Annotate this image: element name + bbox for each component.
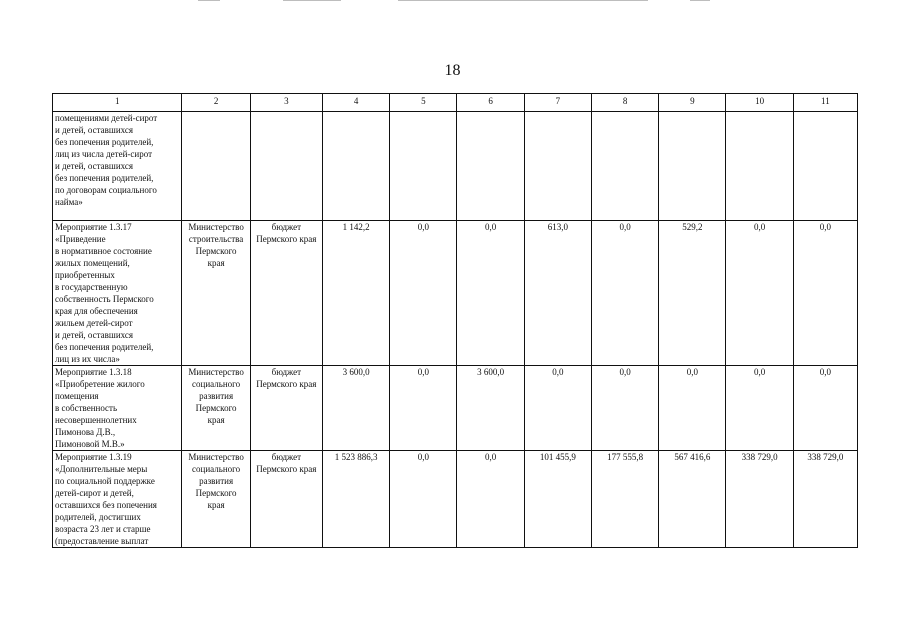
amount-cell	[524, 112, 591, 221]
amount-cell: 101 455,9	[524, 451, 591, 548]
measure-description-cell: Мероприятие 1.3.19 «Дополнительные меры по социальной поддержке детей-сирот и детей, оставшихся без попечения родителей, достигших возраста 23 лет и старше (предоставление выплат	[53, 451, 182, 548]
table-row	[53, 221, 858, 366]
executor-cell: Министерство социального развития Пермского края	[182, 366, 250, 451]
funding-source-cell	[250, 112, 322, 221]
amount-cell: 338 729,0	[793, 451, 857, 548]
amount-cell: 0,0	[793, 221, 857, 366]
measure-description-cell: Мероприятие 1.3.17 «Приведение в нормативное состояние жилых помещений, приобретенных в государственную собственность Пермского края для обеспечения жильем детей-сирот и детей, оставшихся без попечения родителей, лиц из их числа»	[53, 221, 182, 366]
scan-edge-mark	[398, 0, 648, 1]
scan-edge-mark	[283, 0, 341, 1]
page-bottom-margin	[0, 577, 905, 640]
amount-cell	[591, 112, 658, 221]
amount-cell	[390, 112, 457, 221]
amount-cell	[322, 112, 389, 221]
table-row	[53, 112, 858, 221]
amount-cell	[793, 112, 857, 221]
amount-cell: 0,0	[591, 366, 658, 451]
amount-cell: 0,0	[726, 366, 793, 451]
executor-cell	[182, 112, 250, 221]
amount-cell	[726, 112, 793, 221]
amount-cell: 567 416,6	[659, 451, 726, 548]
amount-cell	[457, 112, 524, 221]
page-number: 18	[444, 62, 461, 79]
funding-source-cell: бюджет Пермского края	[250, 366, 322, 451]
column-number: 2	[182, 94, 250, 112]
executor-cell: Министерство строительства Пермского края	[182, 221, 250, 366]
measure-description-cell: помещениями детей-сирот и детей, оставшихся без попечения родителей, лиц из числа детей-сирот и детей, оставшихся без попечения родителей, по договорам социального найма»	[53, 112, 182, 221]
amount-cell: 0,0	[457, 451, 524, 548]
amount-cell: 0,0	[457, 221, 524, 366]
amount-cell: 1 523 886,3	[322, 451, 389, 548]
amount-cell: 0,0	[659, 366, 726, 451]
amount-cell	[659, 112, 726, 221]
amount-cell: 529,2	[659, 221, 726, 366]
amount-cell: 3 600,0	[457, 366, 524, 451]
column-number: 11	[793, 94, 857, 112]
amount-cell: 0,0	[390, 451, 457, 548]
column-number: 7	[524, 94, 591, 112]
scan-edge-mark	[198, 0, 220, 1]
table-row	[53, 366, 858, 451]
column-number: 10	[726, 94, 793, 112]
budget-table	[52, 93, 858, 548]
scan-edge-mark	[690, 0, 710, 1]
amount-cell: 0,0	[591, 221, 658, 366]
table-row	[53, 451, 858, 548]
amount-cell: 177 555,8	[591, 451, 658, 548]
funding-source-cell: бюджет Пермского края	[250, 221, 322, 366]
column-number: 3	[250, 94, 322, 112]
column-number: 9	[659, 94, 726, 112]
column-number-row	[53, 94, 858, 112]
amount-cell: 338 729,0	[726, 451, 793, 548]
amount-cell: 3 600,0	[322, 366, 389, 451]
column-number: 8	[591, 94, 658, 112]
column-number: 6	[457, 94, 524, 112]
funding-source-cell: бюджет Пермского края	[250, 451, 322, 548]
column-number: 4	[322, 94, 389, 112]
amount-cell: 0,0	[390, 221, 457, 366]
amount-cell: 0,0	[390, 366, 457, 451]
amount-cell: 0,0	[726, 221, 793, 366]
executor-cell: Министерство социального развития Пермского края	[182, 451, 250, 548]
column-number: 5	[390, 94, 457, 112]
amount-cell: 613,0	[524, 221, 591, 366]
amount-cell: 0,0	[793, 366, 857, 451]
amount-cell: 0,0	[524, 366, 591, 451]
amount-cell: 1 142,2	[322, 221, 389, 366]
column-number: 1	[53, 94, 182, 112]
measure-description-cell: Мероприятие 1.3.18 «Приобретение жилого помещения в собственность несовершеннолетних Пимонова Д.В., Пимоновой М.В.»	[53, 366, 182, 451]
